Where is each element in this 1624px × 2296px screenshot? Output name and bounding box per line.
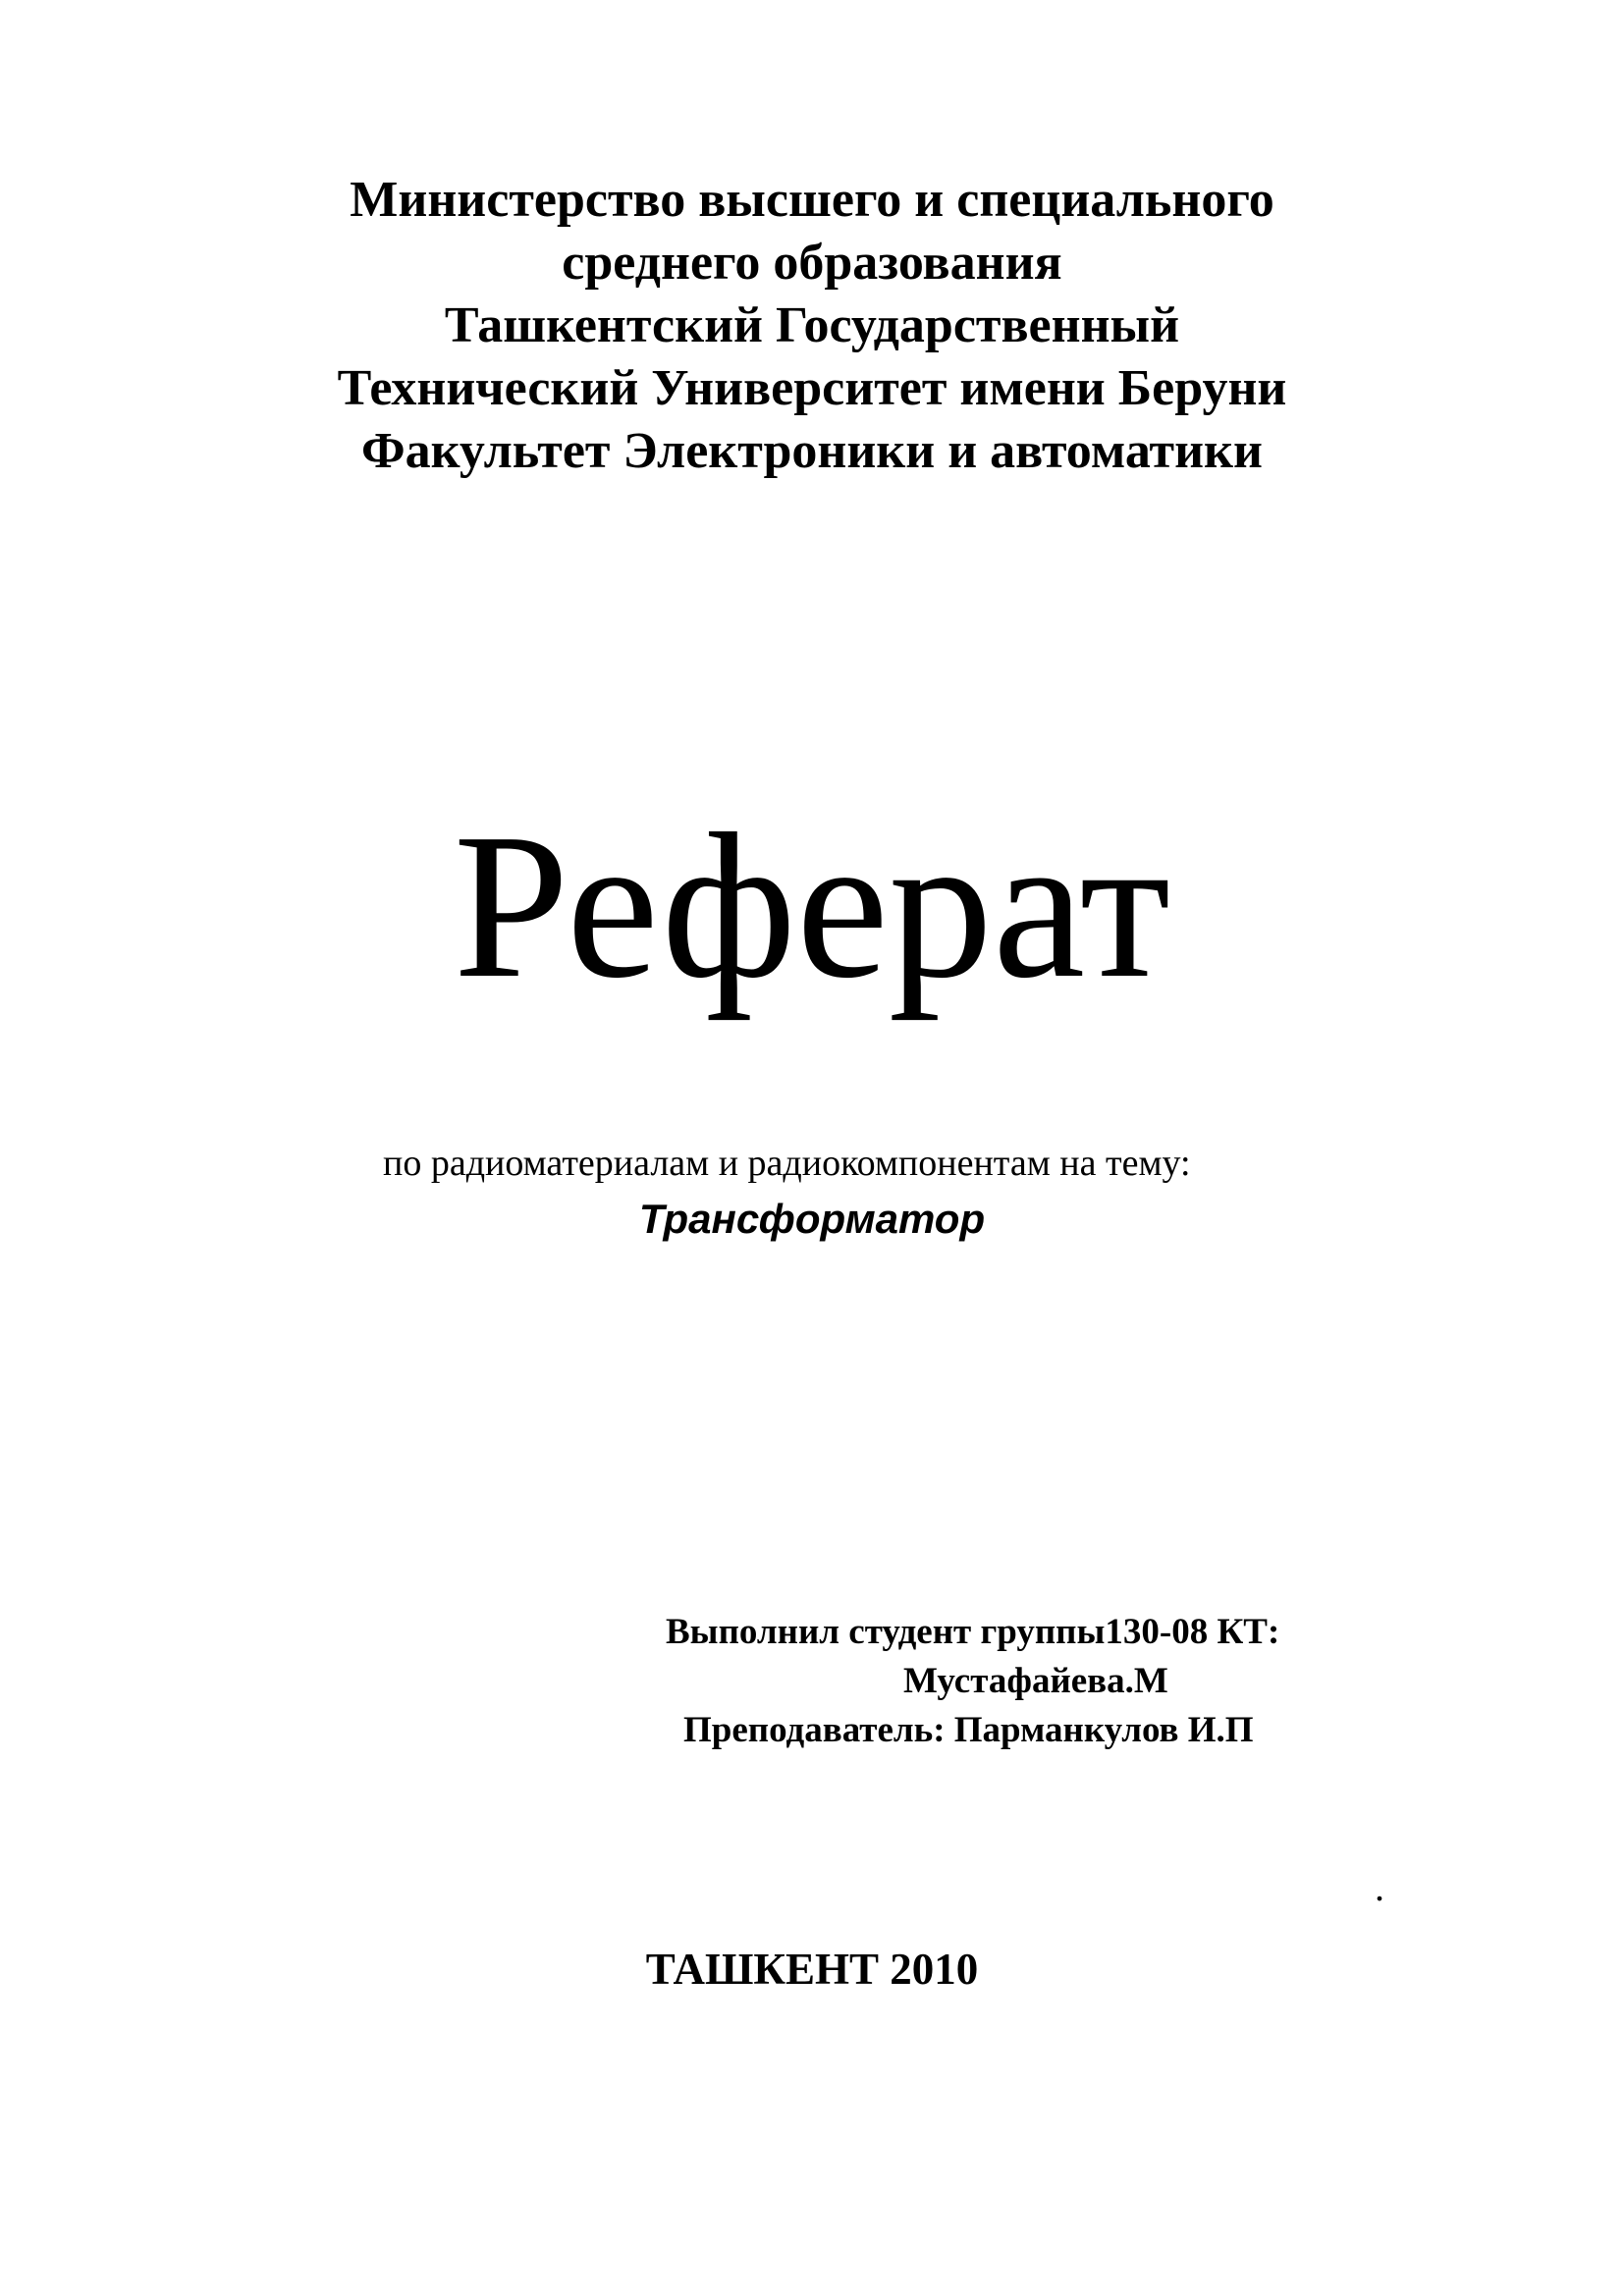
subject-line: по радиоматериалам и радиокомпонентам на тему: (383, 1143, 1191, 1184)
institution-header (0, 169, 1624, 483)
student-name: Мустафайева.М (903, 1661, 1168, 1701)
ministry-line-1: Министерство высшего и специального (350, 172, 1274, 228)
ministry-line-2: среднего образования (562, 235, 1062, 291)
teacher-line: Преподаватель: Парманкулов И.П (683, 1710, 1254, 1750)
university-line-2: Технический Университет имени Беруни (337, 360, 1287, 416)
topic-title: Трансформатор (638, 1196, 986, 1242)
student-group-line: Выполнил студент группы130-08 КТ: (666, 1612, 1280, 1652)
faculty-line: Факультет Электроники и автоматики (361, 423, 1263, 479)
stray-dot: . (1375, 1865, 1384, 1909)
city-year-footer: ТАШКЕНТ 2010 (645, 1945, 979, 1994)
university-line-1: Ташкентский Государственный (444, 297, 1180, 353)
document-title: Реферат (453, 790, 1171, 1021)
